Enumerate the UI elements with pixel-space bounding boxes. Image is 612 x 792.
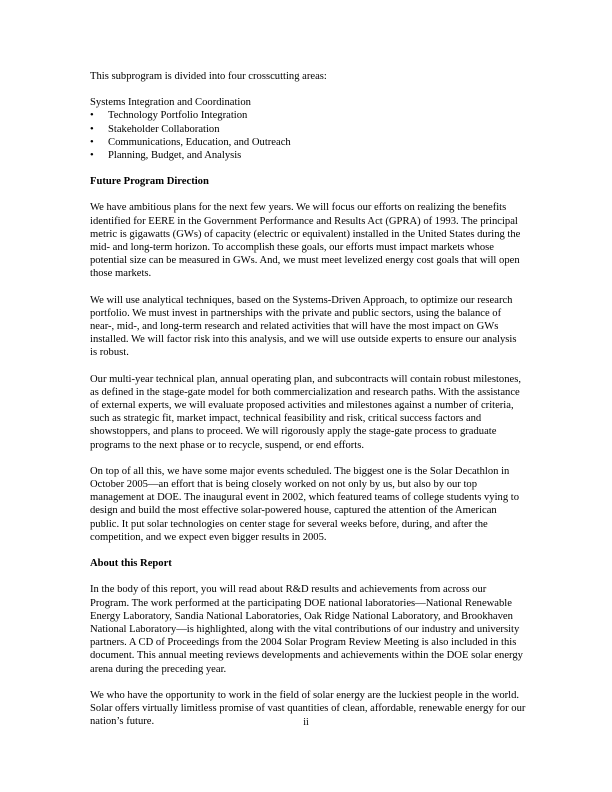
crosscutting-areas-list bbox=[90, 109, 526, 162]
bullet-icon: • bbox=[90, 123, 94, 135]
page-number: ii bbox=[303, 717, 309, 728]
list-item bbox=[90, 136, 526, 149]
future-paragraph-1: We have ambitious plans for the next few years. We will focus our efforts on realizing the benefits identified for EERE in the Government Performance and Results Act (GPRA) of 1993. The principal metric is gigawatts (GWs) of capacity (electric or equivalent) installed in the United States during the mid- and long-term horizon. To accomplish these goals, our efforts must impact markets whose potential size can be measured in GWs. And, we must meet levelized energy cost goals that will open those markets. bbox=[90, 202, 521, 280]
list-item-text: Technology Portfolio Integration bbox=[108, 110, 248, 122]
document-page bbox=[90, 70, 526, 741]
future-paragraph-3: Our multi-year technical plan, annual operating plan, and subcontracts will contain robust milestones, as defined in the stage-gate model for both commercialization and research paths. With the assistance of external experts, we will evaluate proposed activities and milestones against a number of criteria, such as strategic fit, market impact, technical feasibility and risk, critical success factors and showstoppers, and plans to proceed. We will rigorously apply the stage-gate process to graduate programs to the next phase or to recycle, suspend, or end efforts. bbox=[90, 373, 521, 451]
list-item bbox=[90, 109, 526, 122]
intro-text: This subprogram is divided into four crosscutting areas: bbox=[90, 71, 327, 82]
list-item-text: Communications, Education, and Outreach bbox=[108, 136, 291, 148]
about-paragraph-2: We who have the opportunity to work in the field of solar energy are the luckiest people in the world. Solar offers virtually limitless promise of vast quantities of clean, affordable, renewable energy for our nation’s future. bbox=[90, 689, 526, 728]
list-item bbox=[90, 149, 526, 162]
list-item-text: Planning, Budget, and Analysis bbox=[108, 150, 242, 162]
future-paragraph-2: We will use analytical techniques, based on the Systems-Driven Approach, to optimize our research portfolio. We must invest in partnerships with the private and public sectors, using the balance of near-, mid-, and long-term research and related activities that will have the most impact on GWs installed. We will factor risk into this analysis, and we will use outside experts to ensure our analysis is robust. bbox=[90, 294, 517, 359]
future-paragraph-4: On top of all this, we have some major events scheduled. The biggest one is the Solar Decathlon in October 2005—an effort that is being closely worked on not only by us, but also by our top management at DOE. The inaugural event in 2002, which featured teams of college students vying to design and build the most effective solar-powered house, captured the attention of the American public. It put solar technologies on center stage for several weeks before, during, and after the competition, and we expect even bigger results in 2005. bbox=[90, 465, 520, 543]
bullet-icon: • bbox=[90, 150, 94, 162]
bullet-icon: • bbox=[90, 136, 94, 148]
list-heading: Systems Integration and Coordination bbox=[90, 97, 251, 109]
list-item-text: Stakeholder Collaboration bbox=[108, 123, 220, 135]
about-paragraph-1: In the body of this report, you will read about R&D results and achievements from across our Program. The work performed at the participating DOE national laboratories—National Renewable Energy Laboratory, Sandia National Laboratories, Oak Ridge National Laboratory, and Brookhaven National Laboratory—is highlighted, along with the vital contributions of our industry and university partners. A CD of Proceedings from the 2004 Solar Program Review Meeting is also included in this document. This annual meeting reviews developments and achievements within the DOE solar energy arena during the preceding year. bbox=[90, 584, 523, 675]
about-report-heading: About this Report bbox=[90, 558, 172, 570]
bullet-icon: • bbox=[90, 110, 94, 122]
list-item bbox=[90, 123, 526, 136]
future-program-direction-heading: Future Program Direction bbox=[90, 176, 209, 188]
